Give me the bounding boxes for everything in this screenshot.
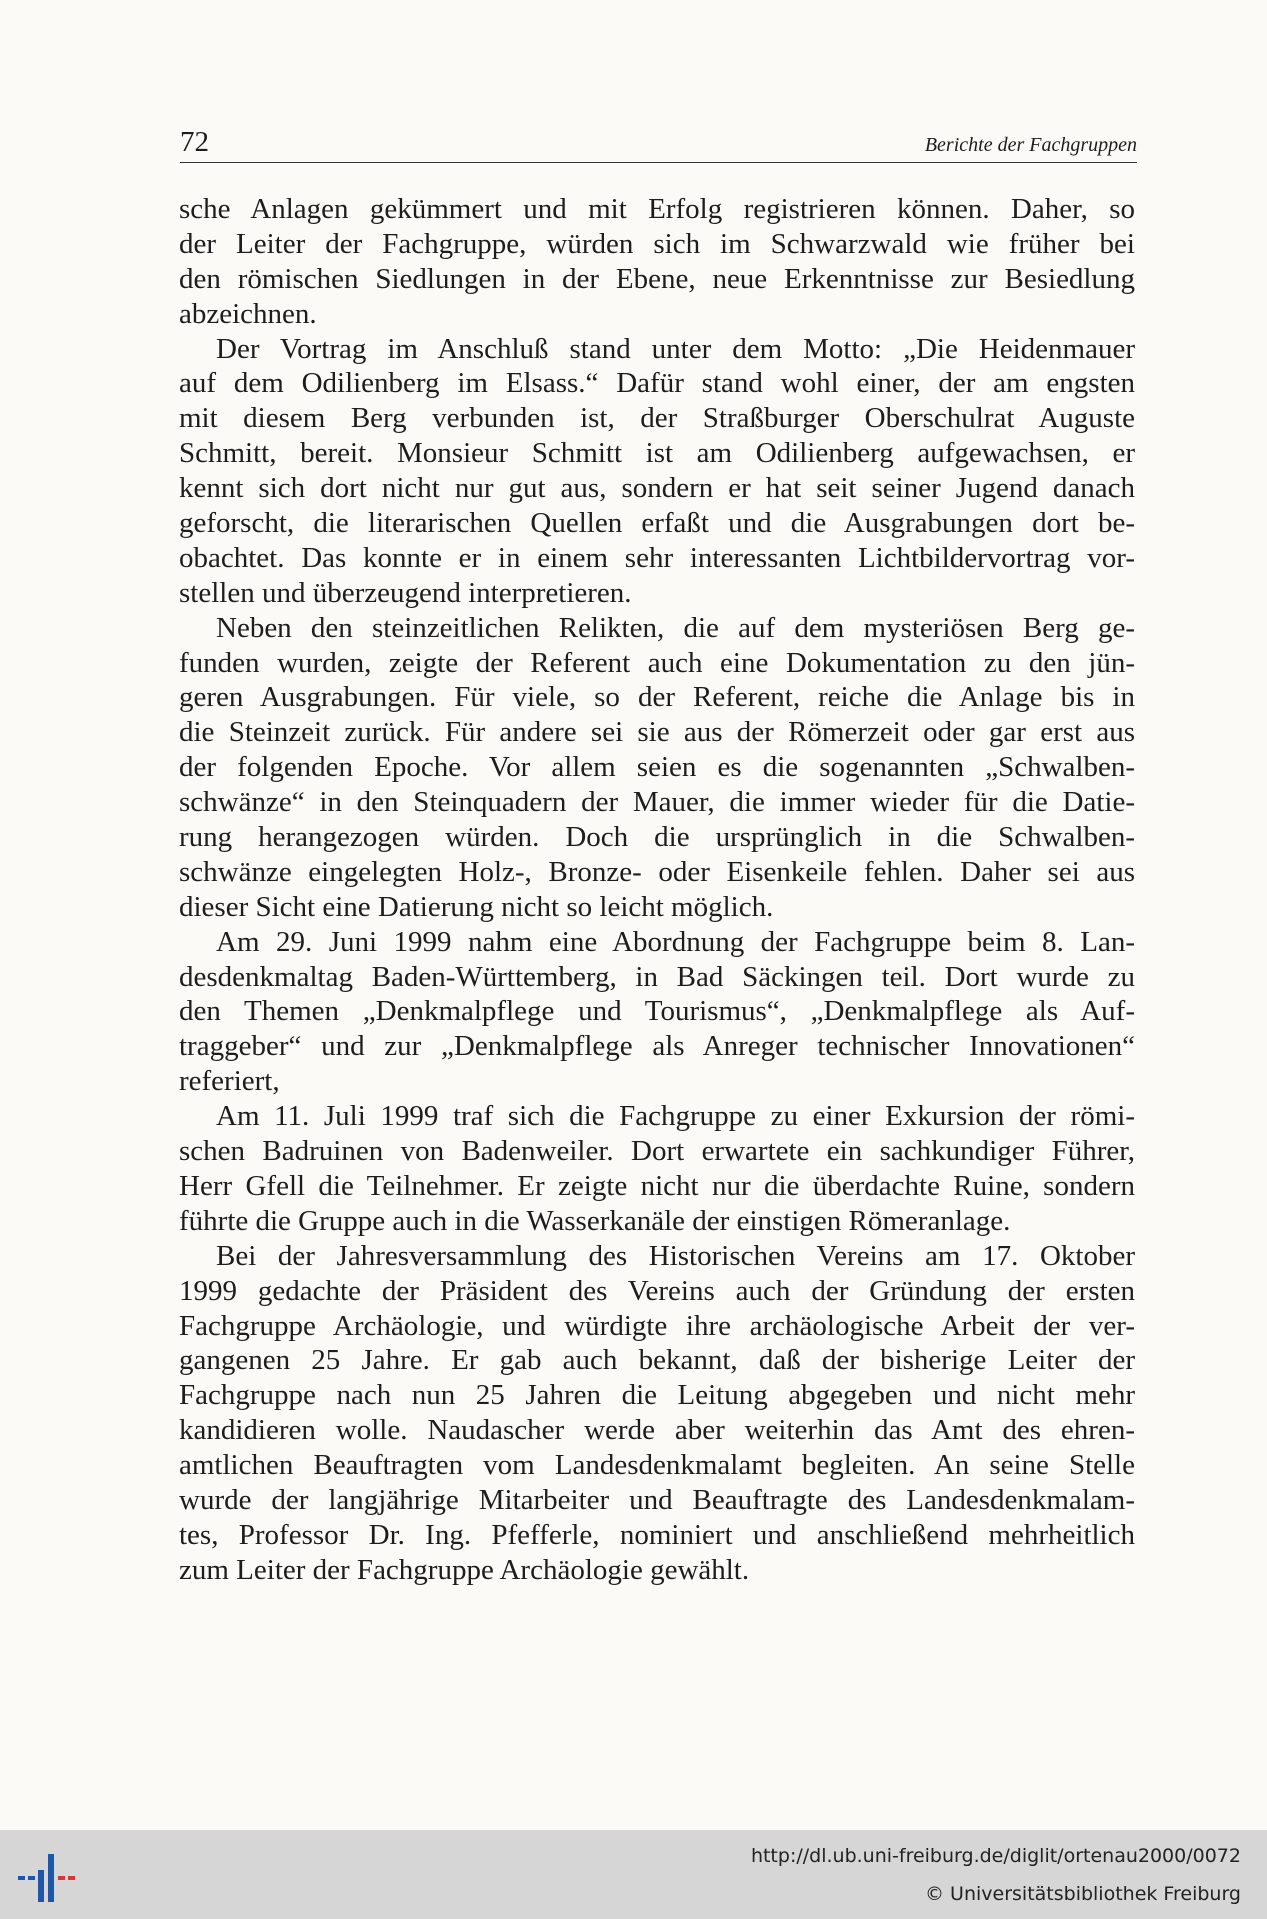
page-body xyxy=(179,192,1135,1588)
page-number: 72 xyxy=(180,126,209,158)
text-line: wurde der langjährige Mitarbeiter und Beauftragte des Landesdenkmalam- xyxy=(179,1483,1135,1516)
page-header xyxy=(180,124,1137,163)
running-title: Berichte der Fachgruppen xyxy=(924,134,1137,156)
text-line: funden wurden, zeigte der Referent auch eine Dokumentation zu den jün- xyxy=(179,646,1135,679)
text-line: 1999 gedachte der Präsident des Vereins auch der Gründung der ersten xyxy=(179,1274,1135,1307)
logo-graphic xyxy=(18,1854,82,1904)
text-line: stellen und überzeugend interpretieren. xyxy=(179,576,632,609)
text-line: den Themen „Denkmalpflege und Tourismus“, „Denkmalpflege als Auf- xyxy=(179,995,1135,1028)
text-line: referiert, xyxy=(179,1065,280,1098)
text-line: geren Ausgrabungen. Für viele, so der Referent, reiche die Anlage bis in xyxy=(179,681,1135,714)
text-line: Schmitt, bereit. Monsieur Schmitt ist am Odilienberg aufgewachsen, er xyxy=(179,437,1135,470)
text-line: Am 29. Juni 1999 nahm eine Abordnung der Fachgruppe beim 8. Lan- xyxy=(216,925,1135,958)
text-line: die Steinzeit zurück. Für andere sei sie aus der Römerzeit oder gar erst aus xyxy=(179,716,1135,749)
text-line: tes, Professor Dr. Ing. Pfefferle, nominiert und anschließend mehrheitlich xyxy=(179,1518,1135,1551)
text-line: der Leiter der Fachgruppe, würden sich im Schwarzwald wie früher bei xyxy=(179,227,1135,260)
text-line: führte die Gruppe auch in die Wasserkanäle der einstigen Römeranlage. xyxy=(179,1204,1011,1237)
text-line: schwänze eingelegten Holz-, Bronze- oder Eisenkeile fehlen. Daher sei aus xyxy=(179,855,1135,888)
viewer-footer xyxy=(0,1830,1267,1919)
permalink-url[interactable]: http://dl.ub.uni-freiburg.de/diglit/ortenau2000/0072 xyxy=(750,1845,1241,1867)
text-line: geforscht, die literarischen Quellen erfaßt und die Ausgrabungen dort be- xyxy=(179,507,1135,540)
text-line: Am 11. Juli 1999 traf sich die Fachgruppe zu einer Exkursion der römi- xyxy=(216,1100,1135,1133)
text-line: kandidieren wolle. Naudascher werde aber weiterhin das Amt des ehren- xyxy=(179,1414,1135,1447)
text-line: Herr Gfell die Teilnehmer. Er zeigte nicht nur die überdachte Ruine, sondern xyxy=(179,1169,1135,1202)
text-line: traggeber“ und zur „Denkmalpflege als Anreger technischer Innovationen“ xyxy=(179,1030,1135,1063)
text-line: abzeichnen. xyxy=(179,297,317,330)
text-line: Neben den steinzeitlichen Relikten, die auf dem mysteriösen Berg ge- xyxy=(216,611,1135,644)
text-line: kennt sich dort nicht nur gut aus, sondern er hat seit seiner Jugend danach xyxy=(179,472,1135,505)
ub-freiburg-logo-icon xyxy=(18,1854,82,1904)
copyright-notice: © Universitätsbibliothek Freiburg xyxy=(925,1883,1241,1905)
text-line: schwänze“ in den Steinquadern der Mauer, die immer wieder für die Datie- xyxy=(179,786,1135,819)
text-line: der folgenden Epoche. Vor allem seien es die sogenannten „Schwalben- xyxy=(179,751,1135,784)
text-line: desdenkmaltag Baden-Württemberg, in Bad Säckingen teil. Dort wurde zu xyxy=(179,960,1135,993)
text-line: dieser Sicht eine Datierung nicht so leicht möglich. xyxy=(179,890,774,923)
text-line: den römischen Siedlungen in der Ebene, neue Erkenntnisse zur Besiedlung xyxy=(179,262,1135,295)
text-line: Fachgruppe Archäologie, und würdigte ihre archäologische Arbeit der ver- xyxy=(179,1309,1135,1342)
text-line: rung herangezogen würden. Doch die ursprünglich in die Schwalben- xyxy=(179,821,1135,854)
text-line: mit diesem Berg verbunden ist, der Straßburger Oberschulrat Auguste xyxy=(179,402,1135,435)
text-line: obachtet. Das konnte er in einem sehr interessanten Lichtbildervortrag vor- xyxy=(179,541,1135,574)
text-line: schen Badruinen von Badenweiler. Dort erwartete ein sachkundiger Führer, xyxy=(179,1135,1135,1168)
text-line: Der Vortrag im Anschluß stand unter dem Motto: „Die Heidenmauer xyxy=(216,332,1135,365)
text-line: amtlichen Beauftragten vom Landesdenkmalamt begleiten. An seine Stelle xyxy=(179,1449,1135,1482)
text-line: Fachgruppe nach nun 25 Jahren die Leitung abgegeben und nicht mehr xyxy=(179,1379,1135,1412)
text-line: zum Leiter der Fachgruppe Archäologie gewählt. xyxy=(179,1553,750,1586)
text-line: gangenen 25 Jahre. Er gab auch bekannt, daß der bisherige Leiter der xyxy=(179,1344,1135,1377)
text-line: sche Anlagen gekümmert und mit Erfolg registrieren können. Daher, so xyxy=(179,193,1135,225)
text-line: auf dem Odilienberg im Elsass.“ Dafür stand wohl einer, der am engsten xyxy=(179,367,1135,400)
text-line: Bei der Jahresversammlung des Historischen Vereins am 17. Oktober xyxy=(216,1239,1135,1272)
